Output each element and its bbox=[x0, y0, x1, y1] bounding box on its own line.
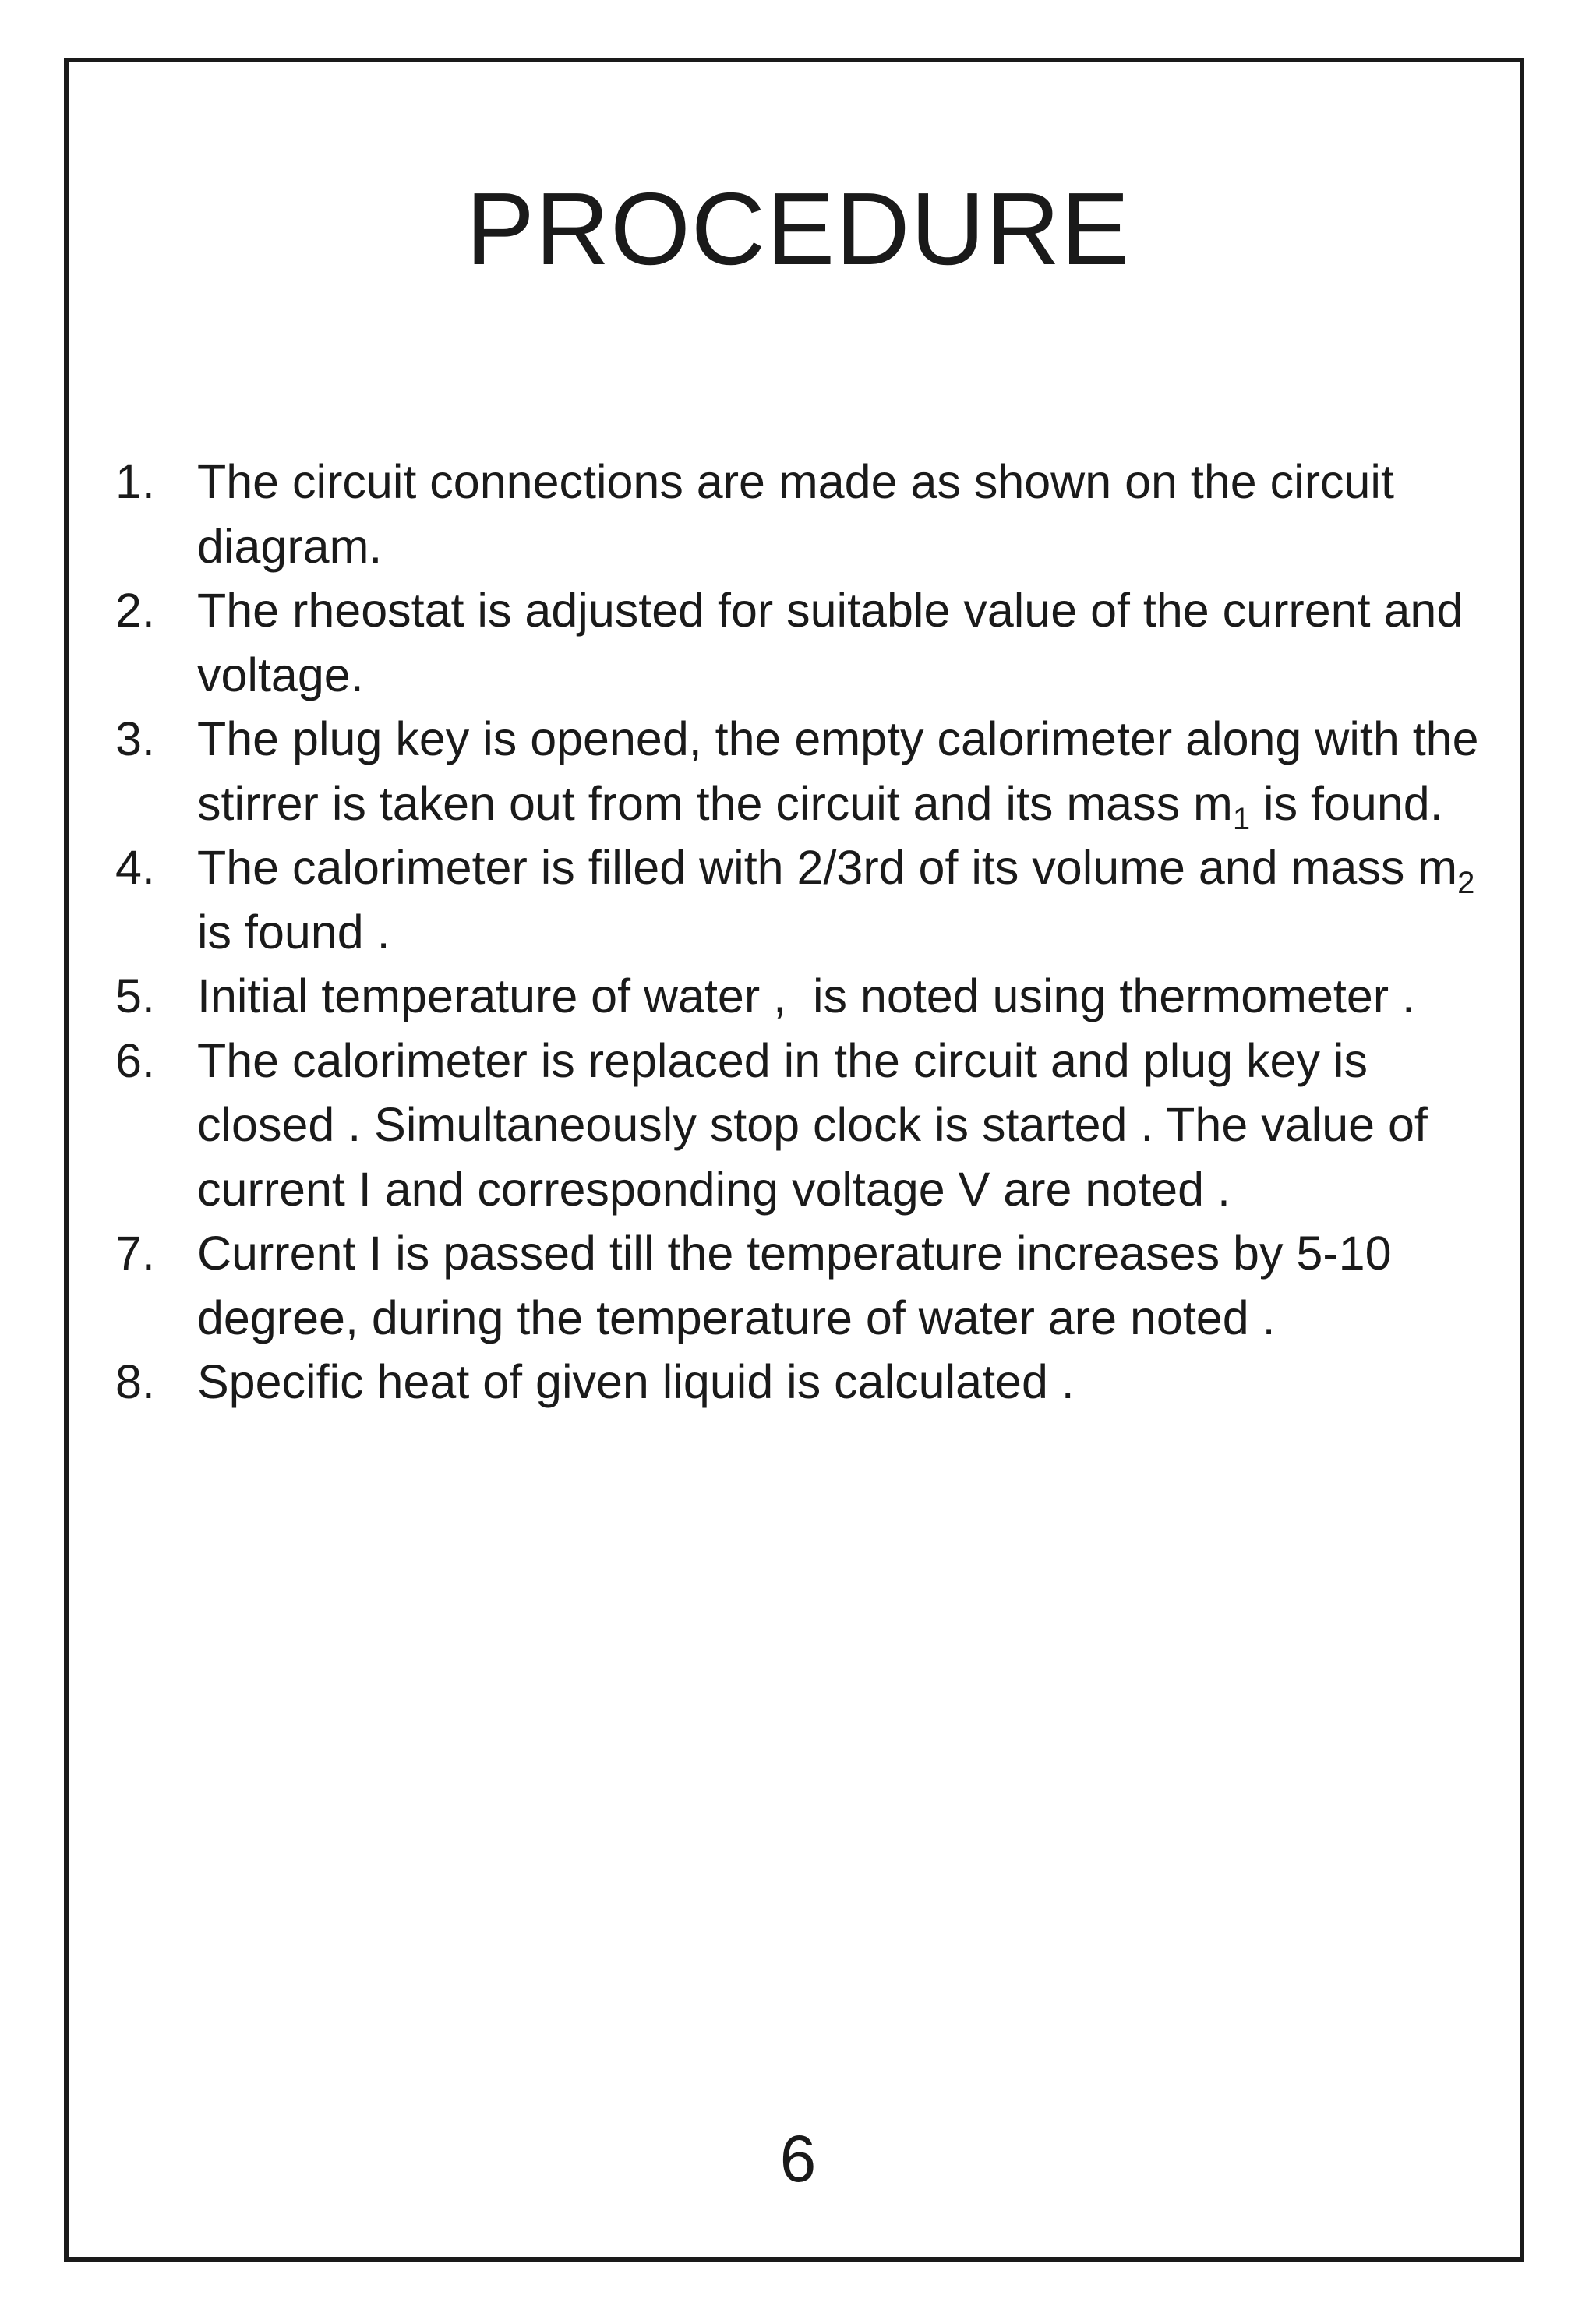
step-text: The rheostat is adjusted for suitable value of the current and voltage. bbox=[197, 584, 1464, 701]
step-number: 6. bbox=[115, 1033, 155, 1087]
list-item-step-6 bbox=[115, 1029, 1487, 1222]
mass-subscript: 2 bbox=[1457, 866, 1475, 900]
step-text: Specific heat of given liquid is calculated . bbox=[197, 1355, 1075, 1408]
step-number: 5. bbox=[115, 969, 155, 1022]
step-text: Current I is passed till the temperature increases by 5-10 degree, during the temperature of water are noted . bbox=[197, 1227, 1392, 1344]
list-item-step-2 bbox=[115, 578, 1487, 707]
step-number: 4. bbox=[115, 841, 155, 894]
step-text bbox=[197, 712, 1479, 836]
step-number: 2. bbox=[115, 584, 155, 637]
list-item-step-3 bbox=[115, 707, 1487, 835]
page-title: PROCEDURE bbox=[465, 171, 1131, 286]
page-number: 6 bbox=[779, 2122, 817, 2195]
step-text-part: is found . bbox=[197, 905, 390, 959]
list-item-step-1 bbox=[115, 450, 1487, 578]
list-item-step-5 bbox=[115, 964, 1487, 1029]
step-number: 3. bbox=[115, 712, 155, 765]
step-text: The calorimeter is replaced in the circuit and plug key is closed . Simultaneously stop clock is started . The value of current I and corresponding voltage V are noted . bbox=[197, 1033, 1428, 1216]
step-text-part: The calorimeter is filled with 2/3rd of its volume and mass m bbox=[197, 841, 1458, 894]
list-item-step-7 bbox=[115, 1221, 1487, 1350]
list-item-step-8 bbox=[115, 1350, 1487, 1414]
step-text-part: The plug key is opened, the empty calorimeter along with the stirrer is taken out from the circuit and its mass m bbox=[197, 712, 1479, 830]
list-item-step-4 bbox=[115, 835, 1487, 964]
step-number: 8. bbox=[115, 1355, 155, 1408]
step-number: 7. bbox=[115, 1227, 155, 1280]
mass-subscript: 1 bbox=[1232, 801, 1251, 836]
step-text: Initial temperature of water , is noted using thermometer . bbox=[197, 969, 1416, 1022]
step-text: The circuit connections are made as shown on the circuit diagram. bbox=[197, 455, 1394, 573]
procedure-list bbox=[115, 450, 1487, 1414]
step-text bbox=[197, 841, 1474, 959]
step-text-part: is found. bbox=[1250, 776, 1443, 830]
step-number: 1. bbox=[115, 455, 155, 508]
